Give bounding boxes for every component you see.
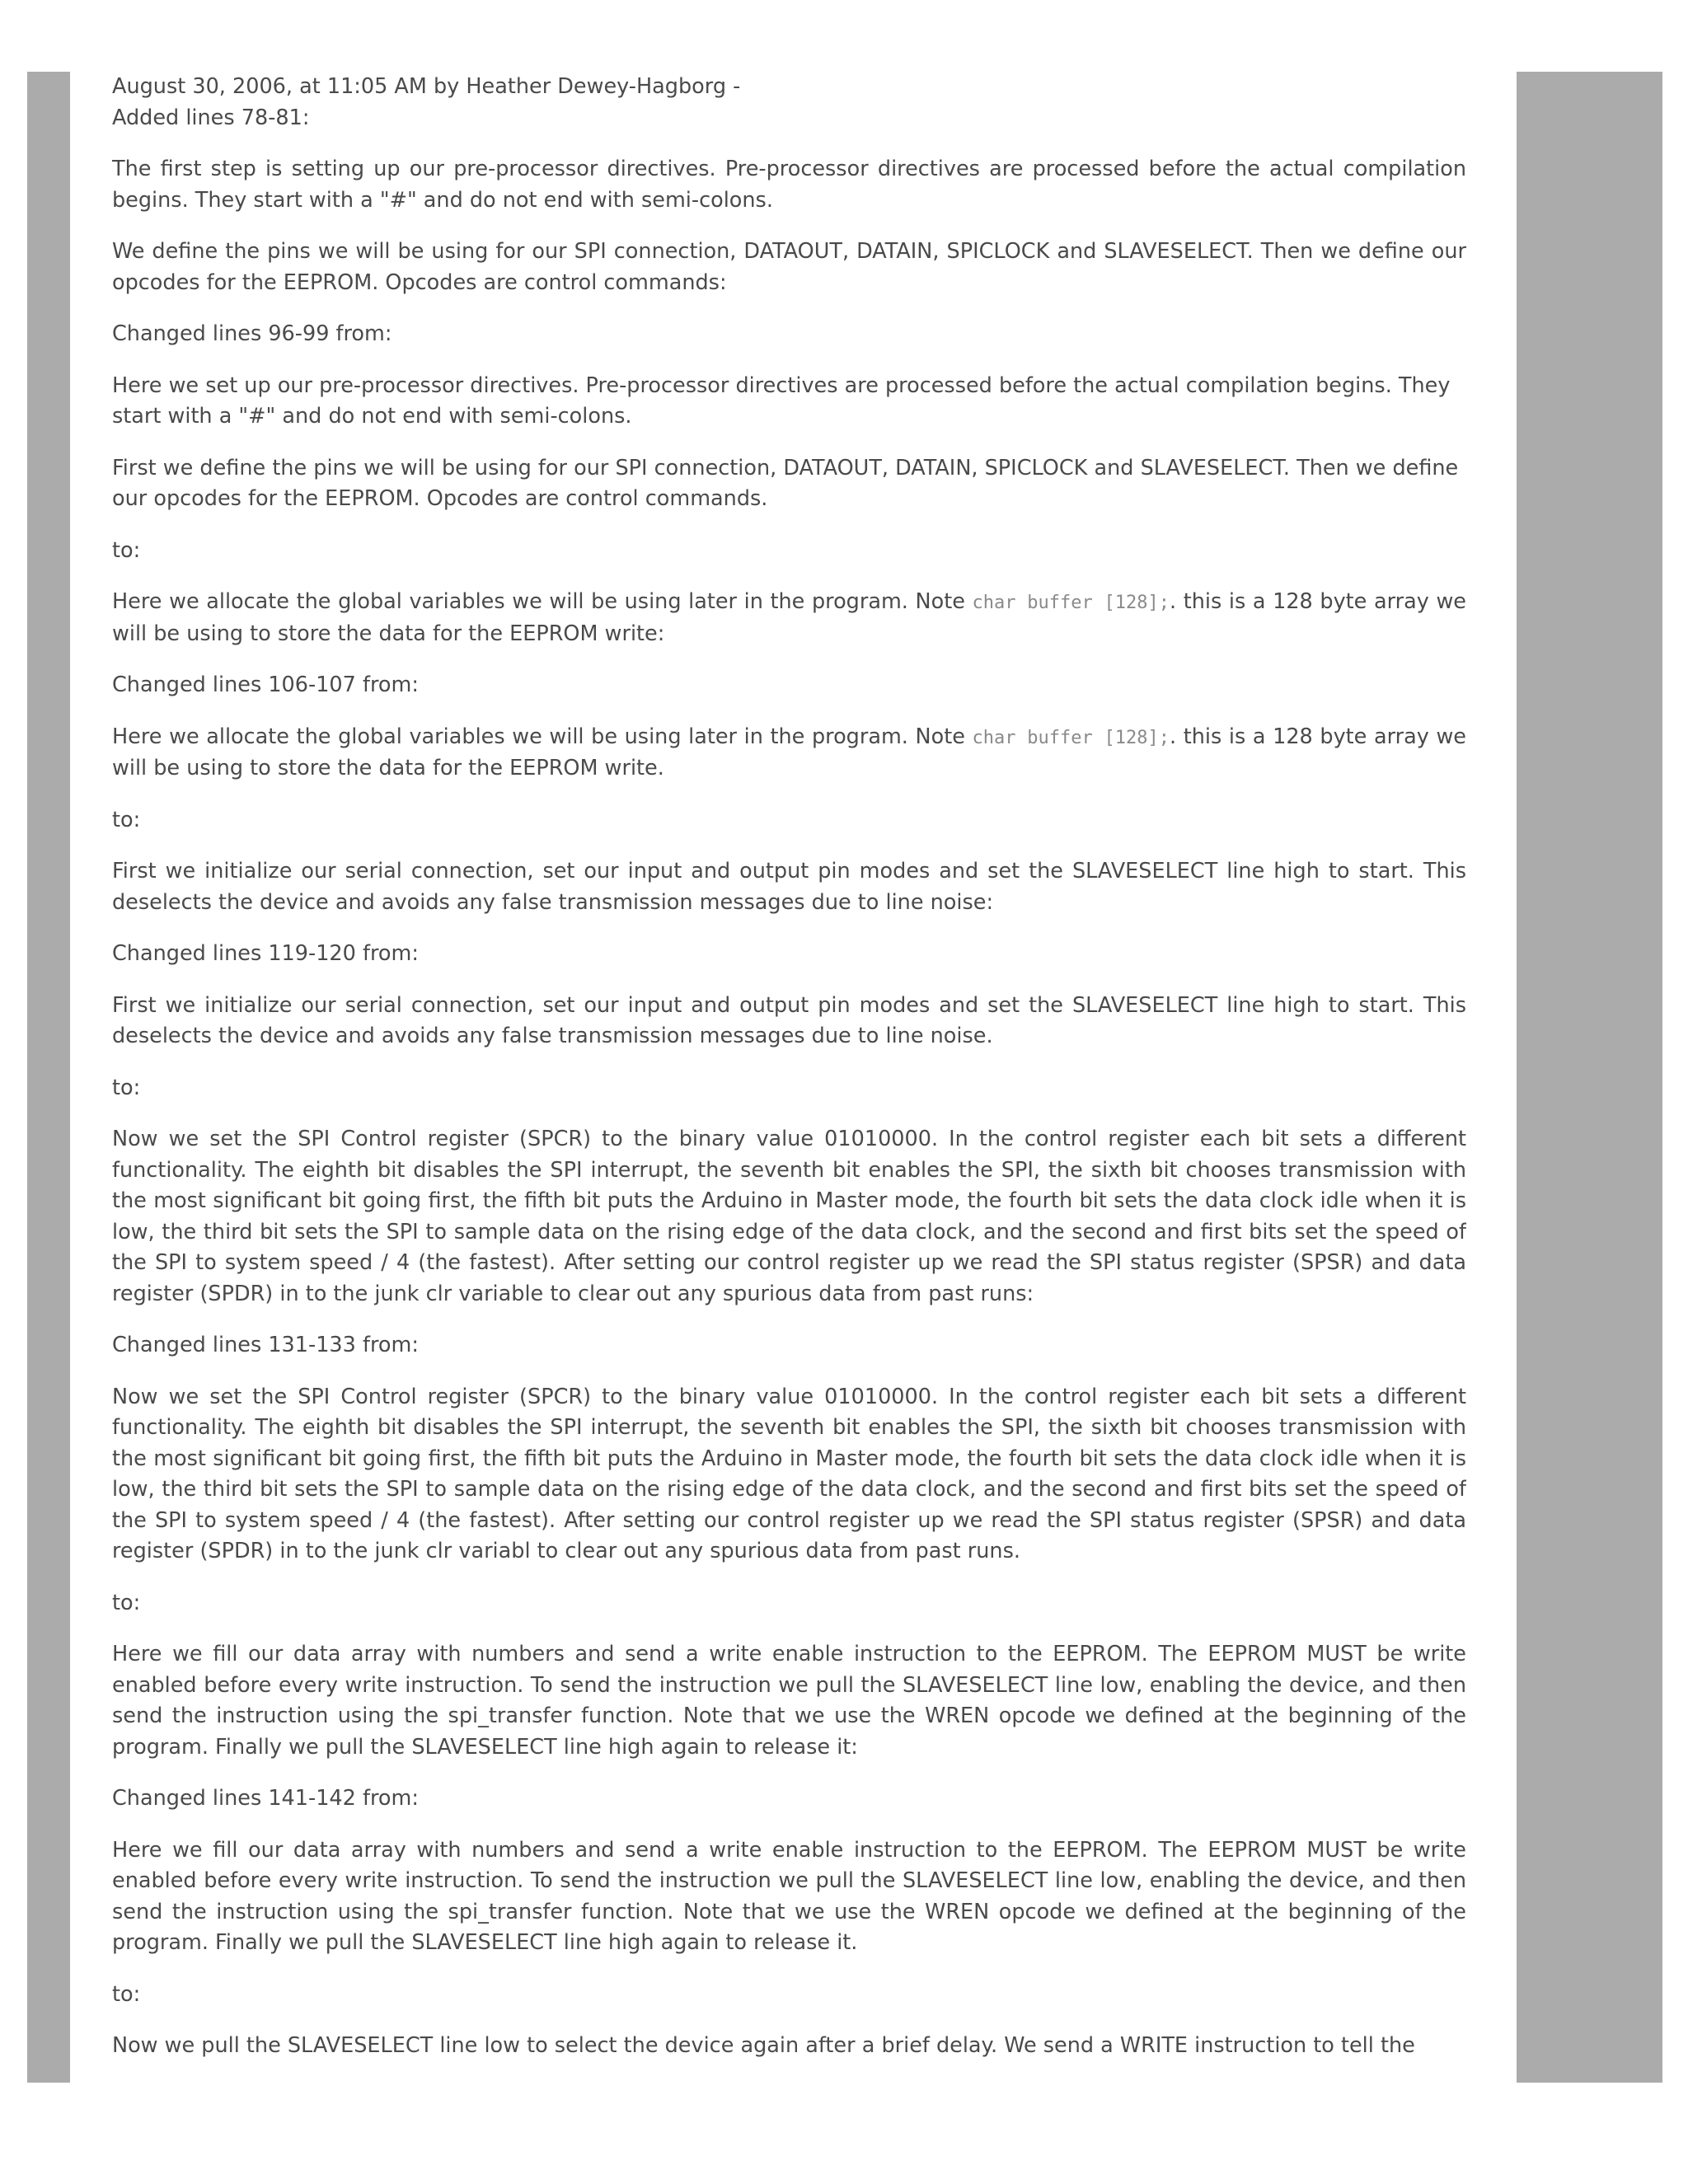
paragraph bbox=[112, 722, 1466, 785]
paragraph: Here we fill our data array with numbers and send a write enable instruction to the EEPROM. The EEPROM MUST be write enabled before every write instruction. To send the instruction we pull the SLAVESELECT line low, enabling the device, and then send the instruction using the spi_transfer function. Note that we use the WREN opcode we defined at the beginning of the program. Finally we pull the SLAVESELECT line high again to release it. bbox=[112, 1837, 1466, 1955]
revision-header bbox=[112, 72, 1466, 134]
to-label: to: bbox=[112, 537, 141, 563]
paragraph-text: . this is a 128 byte array we will be using to store the data for the EEPROM write. bbox=[112, 724, 1466, 780]
revision-added-lines: Added lines 78-81: bbox=[112, 105, 310, 130]
paragraph bbox=[112, 587, 1466, 649]
paragraph: Now we pull the SLAVESELECT line low to select the device again after a brief delay. We send a WRITE instruction to tell the bbox=[112, 2033, 1415, 2058]
to-label: to: bbox=[112, 1981, 141, 2007]
paragraph-text: Here we allocate the global variables we will be using later in the program. Note bbox=[112, 589, 973, 614]
paragraph: We define the pins we will be using for our SPI connection, DATAOUT, DATAIN, SPICLOCK and SLAVESELECT. Then we define our opcodes for the EEPROM. Opcodes are control commands: bbox=[112, 239, 1466, 295]
page-content bbox=[112, 72, 1466, 2083]
right-margin-bar bbox=[1517, 72, 1662, 2083]
to-label: to: bbox=[112, 1590, 141, 1615]
change-label: Changed lines 131-133 from: bbox=[112, 1333, 419, 1357]
paragraph: Now we set the SPI Control register (SPCR) to the binary value 01010000. In the control register each bit sets a different functionality. The eighth bit disables the SPI interrupt, the seventh bit enables the SPI, the sixth bit chooses transmission with the most significant bit going first, the fifth bit puts the Arduino in Master mode, the fourth bit sets the data clock idle when it is low, the third bit sets the SPI to sample data on the rising edge of the data clock, and the second and first bits set the speed of the SPI to system speed / 4 (the fastest). After setting our control register up we read the SPI status register (SPSR) and data register (SPDR) in to the junk clr variable to clear out any spurious data from past runs: bbox=[112, 1127, 1466, 1306]
paragraph: Now we set the SPI Control register (SPCR) to the binary value 01010000. In the control register each bit sets a different functionality. The eighth bit disables the SPI interrupt, the seventh bit enables the SPI, the sixth bit chooses transmission with the most significant bit going first, the fifth bit puts the Arduino in Master mode, the fourth bit sets the data clock idle when it is low, the third bit sets the SPI to sample data on the rising edge of the data clock, and the second and first bits set the speed of the SPI to system speed / 4 (the fastest). After setting our control register up we read the SPI status register (SPSR) and data register (SPDR) in to the junk clr variabl to clear out any spurious data from past runs. bbox=[112, 1384, 1466, 1563]
paragraph: First we initialize our serial connection, set our input and output pin modes and set the SLAVESELECT line high to start. This deselects the device and avoids any false transmission messages due to line noise. bbox=[112, 992, 1466, 1048]
paragraph: Here we set up our pre-processor directives. Pre-processor directives are processed before the actual compilation begins. They start with a "#" and do not end with semi-colons. bbox=[112, 373, 1451, 429]
change-label: Changed lines 141-142 from: bbox=[112, 1786, 419, 1811]
paragraph: First we initialize our serial connection, set our input and output pin modes and set the SLAVESELECT line high to start. This deselects the device and avoids any false transmission messages due to line noise: bbox=[112, 859, 1466, 915]
paragraph: The first step is setting up our pre-processor directives. Pre-processor directives are processed before the actual compilation begins. They start with a "#" and do not end with semi-colons. bbox=[112, 157, 1466, 213]
paragraph-text: Here we allocate the global variables we will be using later in the program. Note bbox=[112, 724, 973, 749]
left-margin-bar bbox=[27, 72, 70, 2083]
to-label: to: bbox=[112, 807, 141, 832]
change-label: Changed lines 96-99 from: bbox=[112, 321, 392, 346]
revision-author-line: August 30, 2006, at 11:05 AM by Heather Dewey-Hagborg - bbox=[112, 74, 741, 99]
code-snippet: char buffer [128]; bbox=[972, 727, 1170, 748]
to-label: to: bbox=[112, 1075, 141, 1100]
paragraph-text: . this is a 128 byte array we will be using to store the data for the EEPROM write: bbox=[112, 589, 1466, 646]
change-label: Changed lines 119-120 from: bbox=[112, 941, 419, 966]
paragraph: First we define the pins we will be using for our SPI connection, DATAOUT, DATAIN, SPICLOCK and SLAVESELECT. Then we define our opcodes for the EEPROM. Opcodes are control commands. bbox=[112, 455, 1459, 511]
code-snippet: char buffer [128]; bbox=[972, 593, 1170, 613]
change-label: Changed lines 106-107 from: bbox=[112, 673, 419, 697]
paragraph: Here we fill our data array with numbers and send a write enable instruction to the EEPROM. The EEPROM MUST be write enabled before every write instruction. To send the instruction we pull the SLAVESELECT line low, enabling the device, and then send the instruction using the spi_transfer function. Note that we use the WREN opcode we defined at the beginning of the program. Finally we pull the SLAVESELECT line high again to release it: bbox=[112, 1642, 1466, 1760]
